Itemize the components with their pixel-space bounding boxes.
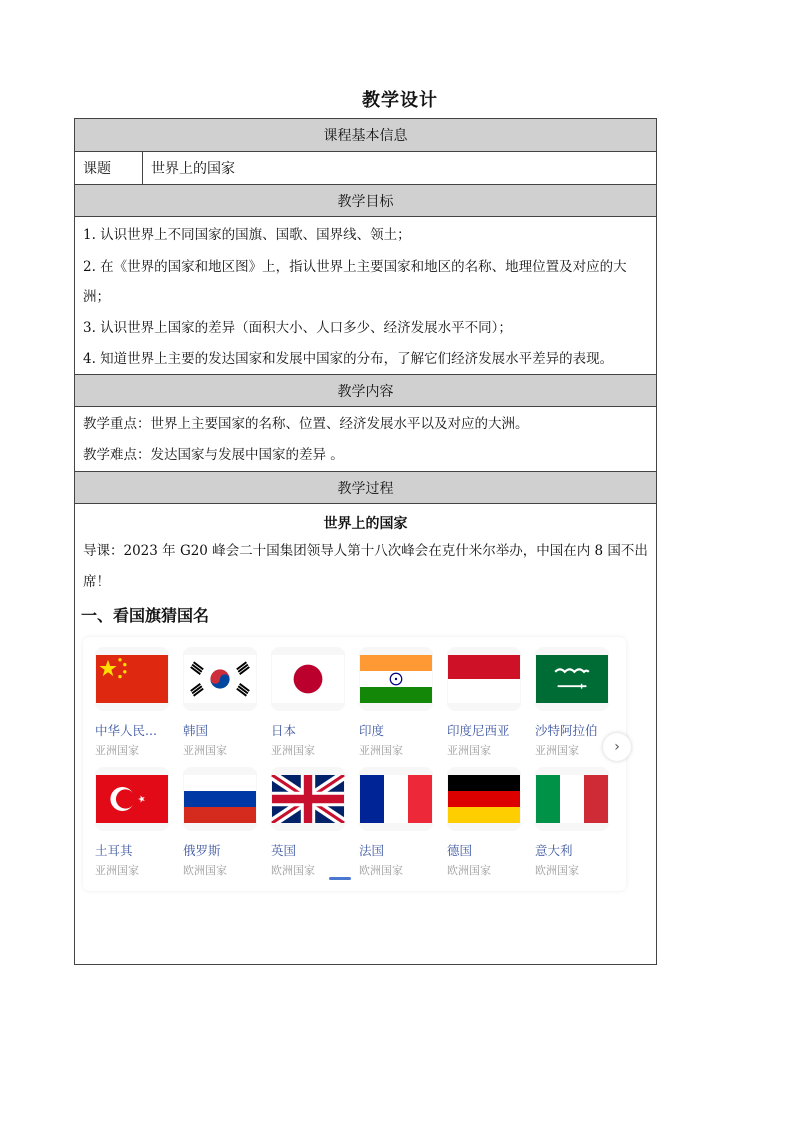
russia-flag-icon — [183, 767, 257, 831]
content-header — [75, 375, 656, 407]
flag-card-uk[interactable] — [271, 767, 351, 878]
intro-line-2: 席！ — [83, 574, 110, 590]
flag-card-turkey[interactable] — [95, 767, 175, 878]
topic-value: 世界上的国家 — [151, 161, 235, 177]
flag-region: 亚洲国家 — [271, 744, 315, 757]
flag-name: 印度尼西亚 — [447, 723, 510, 738]
objective-2-cont: 洲； — [83, 289, 110, 305]
flag-card-russia[interactable] — [183, 767, 263, 878]
flag-region: 欧洲国家 — [447, 864, 491, 877]
france-flag-icon — [359, 767, 433, 831]
germany-flag-icon — [447, 767, 521, 831]
flag-name: 中华人民... — [95, 723, 157, 738]
key-point: 教学重点：世界上主要国家的名称、位置、经济发展水平以及对应的大洲。 — [83, 416, 529, 432]
flag-name: 日本 — [271, 723, 297, 738]
flag-name: 印度 — [359, 723, 385, 738]
flag-card-germany[interactable] — [447, 767, 527, 878]
objectives-header-text: 教学目标 — [337, 193, 394, 210]
document-title: 教学设计 — [362, 90, 438, 111]
content-body — [75, 407, 656, 472]
indonesia-flag-icon — [447, 647, 521, 711]
intro-line-1: 导课：2023 年 G20 峰会二十国集团领导人第十八次峰会在克什米尔举办，中国在内 8 国不出 — [83, 543, 648, 559]
flag-region: 欧洲国家 — [271, 864, 315, 877]
flag-region: 亚洲国家 — [535, 744, 579, 757]
chevron-right-icon[interactable]: › — [603, 733, 631, 761]
objective-1: 1. 认识世界上不同国家的国旗、国歌、国界线、领土； — [83, 227, 411, 243]
flag-card-korea[interactable] — [183, 647, 263, 758]
flag-card-japan[interactable] — [271, 647, 351, 758]
content-header-text: 教学内容 — [337, 383, 394, 400]
flag-region: 欧洲国家 — [535, 864, 579, 877]
objective-2: 2. 在《世界的国家和地区图》上，指认世界上主要国家和地区的名称、地理位置及对应的大 — [83, 259, 627, 275]
objective-3: 3. 认识世界上国家的差异（面积大小、人口多少、经济发展水平不同）； — [83, 320, 512, 336]
italy-flag-icon — [535, 767, 609, 831]
uk-flag-icon — [271, 767, 345, 831]
process-header-text: 教学过程 — [337, 480, 394, 497]
topic-row — [75, 152, 656, 185]
flag-region: 亚洲国家 — [95, 864, 139, 877]
objective-4: 4. 知道世界上主要的发达国家和发展中国家的分布，了解它们经济发展水平差异的表现。 — [83, 351, 614, 367]
flag-region: 亚洲国家 — [95, 744, 139, 757]
flag-card-china[interactable] — [95, 647, 175, 758]
turkey-flag-icon — [95, 767, 169, 831]
flag-region: 亚洲国家 — [183, 744, 227, 757]
basic-info-header — [75, 119, 656, 152]
topic-label: 课题 — [75, 152, 143, 184]
flag-card-indonesia[interactable] — [447, 647, 527, 758]
flag-region: 欧洲国家 — [183, 864, 227, 877]
flag-name: 法国 — [359, 843, 385, 858]
process-title: 世界上的国家 — [323, 516, 408, 532]
flag-carousel — [83, 637, 626, 891]
flag-name: 意大利 — [535, 843, 573, 858]
korea-flag-icon — [183, 647, 257, 711]
lesson-table — [74, 118, 657, 965]
basic-info-header-text: 课程基本信息 — [323, 128, 408, 144]
objectives-body — [75, 217, 656, 375]
china-flag-icon — [95, 647, 169, 711]
flag-name: 韩国 — [183, 723, 209, 738]
flag-region: 亚洲国家 — [359, 744, 403, 757]
process-header — [75, 472, 656, 504]
saudi-flag-icon — [535, 647, 609, 711]
flag-name: 英国 — [271, 843, 297, 858]
section-heading-flags: 一、看国旗猜国名 — [81, 606, 210, 625]
flag-card-italy[interactable] — [535, 767, 615, 878]
india-flag-icon — [359, 647, 433, 711]
flag-region: 亚洲国家 — [447, 744, 491, 757]
flag-region: 欧洲国家 — [359, 864, 403, 877]
flag-name: 俄罗斯 — [183, 843, 221, 858]
difficulty: 教学难点：发达国家与发展中国家的差异 。 — [83, 447, 344, 463]
flag-card-india[interactable] — [359, 647, 439, 758]
flag-name: 土耳其 — [95, 843, 133, 858]
flag-name: 沙特阿拉伯 — [535, 723, 598, 738]
carousel-page-indicator — [329, 877, 351, 880]
objectives-header — [75, 185, 656, 217]
japan-flag-icon — [271, 647, 345, 711]
flag-name: 德国 — [447, 843, 473, 858]
flag-card-france[interactable] — [359, 767, 439, 878]
